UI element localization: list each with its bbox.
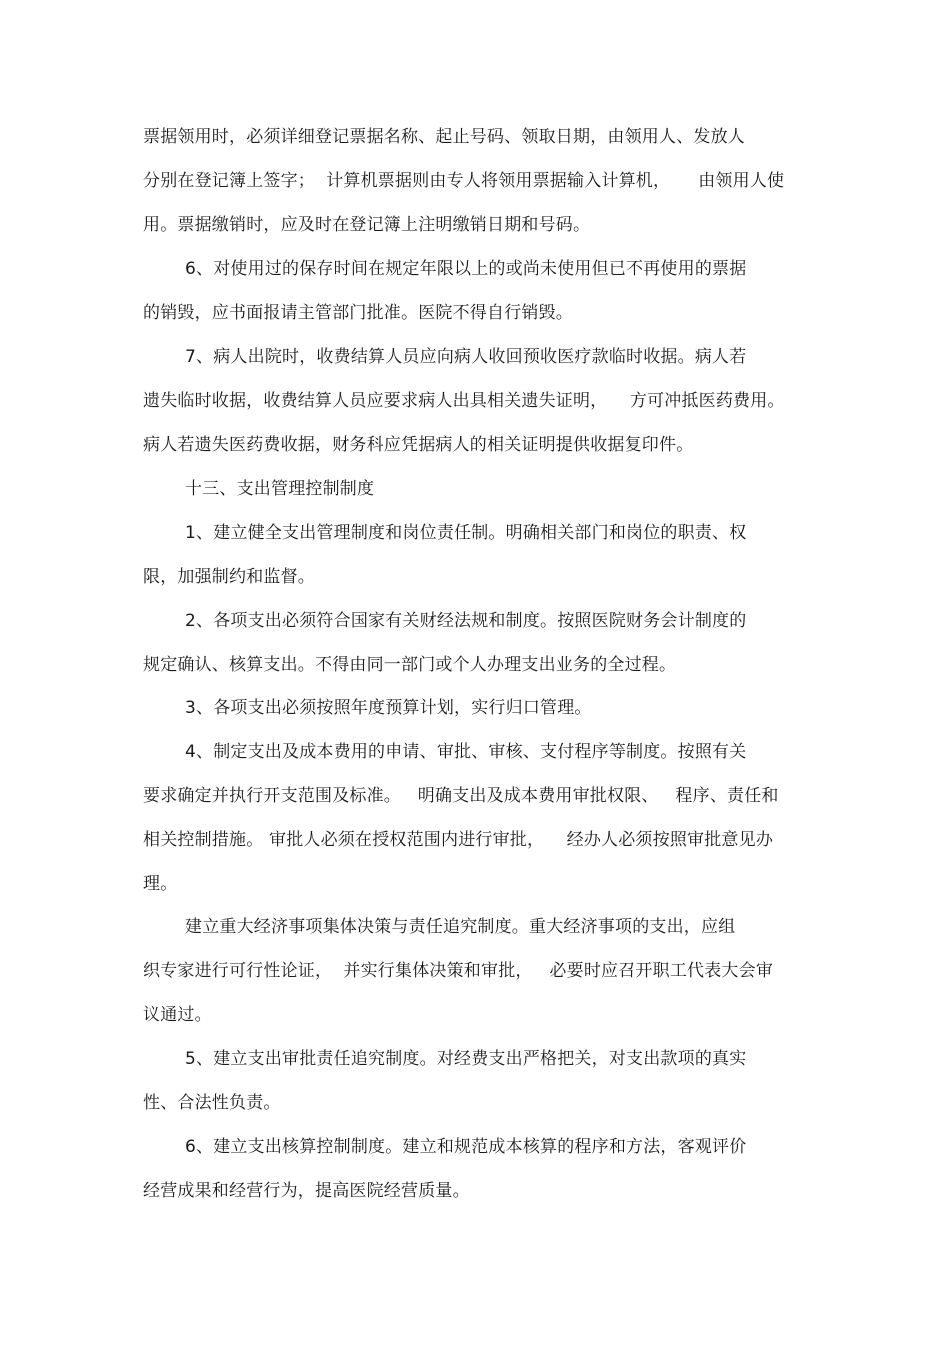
text-line: 病人若遗失医药费收据，财务科应凭据病人的相关证明提供收据复印件。 <box>143 435 694 455</box>
text-line: 7、病人出院时，收费结算人员应向病人收回预收医疗款临时收据。病人若 <box>185 347 747 367</box>
text-line: 经营成果和经营行为，提高医院经营质量。 <box>143 1181 470 1201</box>
text-line: 理。 <box>143 874 178 894</box>
text-line: 3、各项支出必须按照年度预算计划，实行归口管理。 <box>185 698 592 718</box>
text-line: 6、对使用过的保存时间在规定年限以上的或尚未使用但已不再使用的票据 <box>185 259 747 279</box>
text-line: 2、各项支出必须符合国家有关财经法规和制度。按照医院财务会计制度的 <box>185 611 747 631</box>
text-line: 5、建立支出审批责任追究制度。对经费支出严格把关，对支出款项的真实 <box>185 1049 747 1069</box>
text-line: 分别在登记簿上签字； 计算机票据则由专人将领用票据输入计算机， 由领用人使 <box>143 171 785 191</box>
text-line: 4、制定支出及成本费用的申请、审批、审核、支付程序等制度。按照有关 <box>185 742 747 762</box>
text-line: 票据领用时，必须详细登记票据名称、起止号码、领取日期，由领用人、发放人 <box>143 127 745 147</box>
text-line: 建立重大经济事项集体决策与责任追究制度。重大经济事项的支出，应组 <box>185 917 736 937</box>
text-line: 用。票据缴销时，应及时在登记簿上注明缴销日期和号码。 <box>143 215 591 235</box>
section-heading: 十三、支出管理控制制度 <box>185 479 375 499</box>
text-line: 相关控制措施。 审批人必须在授权范围内进行审批， 经办人必须按照审批意见办 <box>143 830 774 850</box>
text-line: 遗失临时收据，收费结算人员应要求病人出具相关遗失证明， 方可冲抵医药费用。 <box>143 391 785 411</box>
text-line: 限，加强制约和监督。 <box>143 567 315 587</box>
text-line: 规定确认、核算支出。不得由同一部门或个人办理支出业务的全过程。 <box>143 655 677 675</box>
text-line: 性、合法性负责。 <box>143 1093 281 1113</box>
text-line: 6、建立支出核算控制制度。建立和规范成本核算的程序和方法，客观评价 <box>185 1137 747 1157</box>
text-line: 的销毁，应书面报请主管部门批准。医院不得自行销毁。 <box>143 303 573 323</box>
text-line: 议通过。 <box>143 1005 212 1025</box>
text-line: 要求确定并执行开支范围及标准。 明确支出及成本费用审批权限、 程序、责任和 <box>143 786 779 806</box>
text-line: 1、建立健全支出管理制度和岗位责任制。明确相关部门和岗位的职责、权 <box>185 523 747 543</box>
text-line: 织专家进行可行性论证， 并实行集体决策和审批， 必要时应召开职工代表大会审 <box>143 961 774 981</box>
